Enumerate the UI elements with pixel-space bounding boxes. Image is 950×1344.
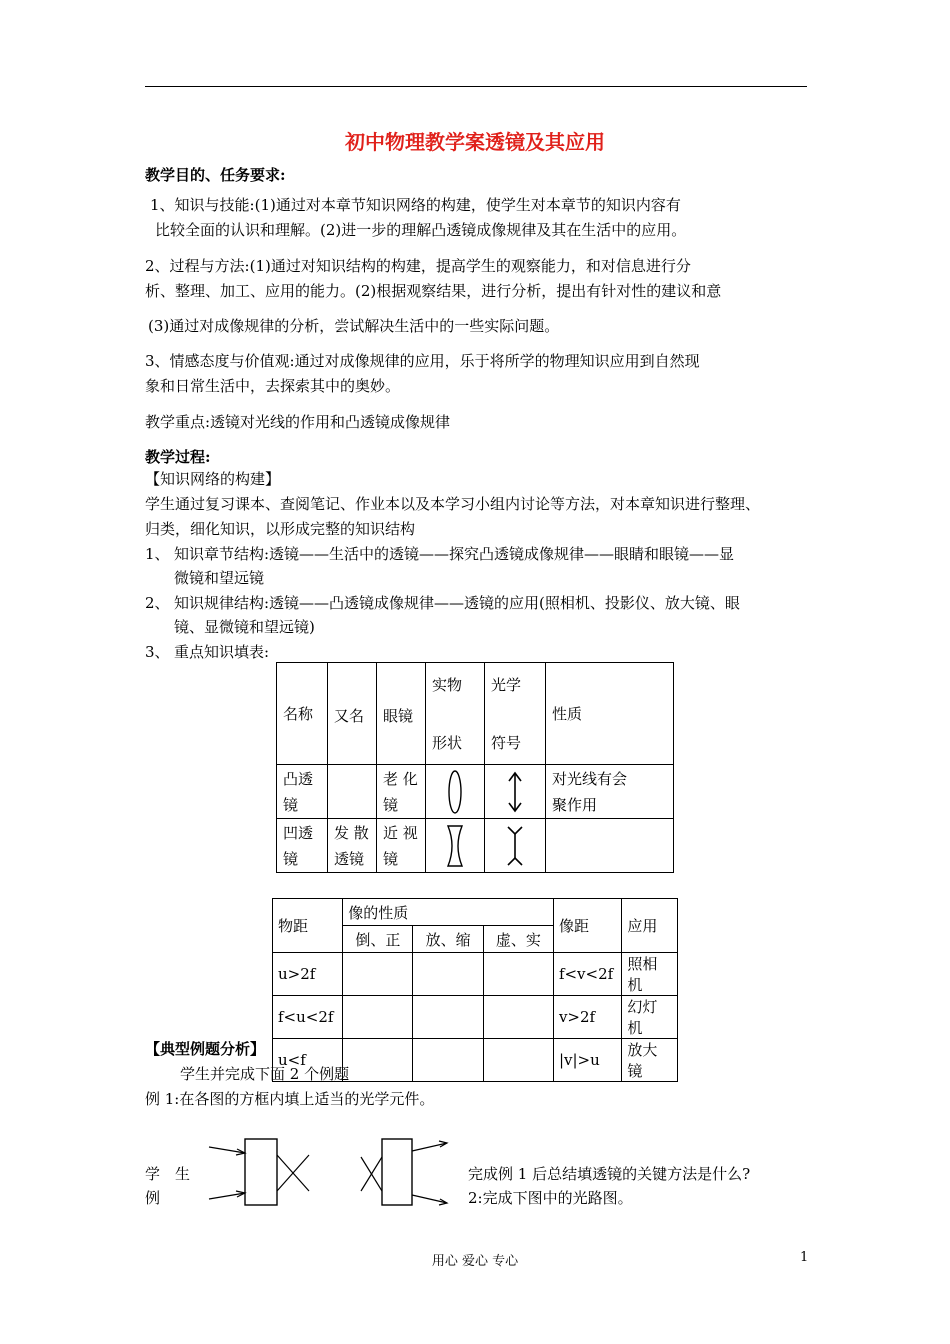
convex-glasses — [377, 765, 426, 819]
goal1-line1: 1、知识与技能:(1)通过对本章节知识网络的构建，使学生对本章节的知识内容有 — [150, 196, 681, 214]
concave-name — [277, 819, 328, 873]
example-figure-2 — [355, 1135, 455, 1210]
section-knowledge-network: 【知识网络的构建】 — [145, 470, 281, 488]
header-application: 应用 — [622, 899, 678, 953]
convex-lens-shape-icon — [426, 765, 485, 819]
item2-num: 2、 — [145, 594, 170, 612]
question-2: 2:完成下图中的光路图。 — [468, 1189, 633, 1207]
lens-table-header — [277, 663, 674, 765]
convex-name — [277, 765, 328, 819]
concave-lens-symbol-icon — [485, 819, 546, 873]
side-label-line2: 例 — [145, 1189, 161, 1207]
goal1-line2: 比较全面的认识和理解。(2)进一步的理解凸透镜成像规律及其在生活中的应用。 — [155, 221, 687, 239]
image-distance-cell: f<v<2f — [553, 953, 621, 996]
reality-cell — [483, 1039, 553, 1082]
intro-line1: 学生通过复习课本、查阅笔记、作业本以及本学习小组内讨论等方法，对本章知识进行整理、 — [145, 495, 761, 513]
item2-line1: 知识规律结构:透镜——凸透镜成像规律——透镜的应用(照相机、投影仪、放大镜、眼 — [174, 594, 740, 612]
concave-name-l1: 凹透 — [283, 823, 314, 842]
section-examples: 【典型例题分析】 — [145, 1040, 266, 1058]
item2-line2: 镜、显微镜和望远镜) — [174, 618, 315, 636]
lens-row-convex — [277, 765, 674, 819]
invert-cell — [343, 996, 413, 1039]
page-number: 1 — [800, 1250, 809, 1265]
header-symbol-top: 光学 — [491, 675, 522, 694]
header-shape — [426, 663, 485, 765]
header-shape-bottom: 形状 — [432, 733, 463, 752]
header-object-distance: 物距 — [273, 899, 343, 953]
application-cell: 幻灯机 — [622, 996, 678, 1039]
convex-property-l2: 聚作用 — [552, 795, 598, 814]
side-label-line1: 学 生 — [145, 1165, 191, 1183]
application-cell: 放大镜 — [622, 1039, 678, 1082]
question-1: 完成例 1 后总结填透镜的关键方法是什么? — [468, 1165, 751, 1183]
example-figure-1 — [205, 1135, 320, 1210]
convex-lens-symbol-icon — [485, 765, 546, 819]
concave-glasses — [377, 819, 426, 873]
scale-cell — [413, 1039, 483, 1082]
convex-property — [546, 765, 674, 819]
header-alias: 又名 — [328, 663, 377, 765]
imaging-row — [273, 996, 678, 1039]
concave-alias — [328, 819, 377, 873]
convex-glasses-l1: 老 化 — [383, 769, 418, 788]
goal3-line2: 象和日常生活中，去探索其中的奥妙。 — [145, 377, 401, 395]
scale-cell — [413, 953, 483, 996]
object-distance-cell: u>2f — [273, 953, 343, 996]
header-rule — [145, 86, 807, 87]
header-image-distance: 像距 — [553, 899, 621, 953]
header-invert: 倒、正 — [343, 926, 413, 953]
concave-glasses-l1: 近 视 — [383, 823, 418, 842]
concave-alias-l1: 发 散 — [334, 823, 369, 842]
reality-cell — [483, 996, 553, 1039]
header-glasses: 眼镜 — [377, 663, 426, 765]
process-heading: 教学过程: — [145, 448, 211, 466]
item1-line2: 微镜和望远镜 — [174, 569, 265, 587]
header-symbol — [485, 663, 546, 765]
footer-center: 用心 爱心 专心 — [431, 1254, 519, 1269]
convex-name-l2: 镜 — [283, 795, 299, 814]
goal2-line1: 2、过程与方法:(1)通过对知识结构的构建，提高学生的观察能力，和对信息进行分 — [145, 257, 691, 275]
header-property: 性质 — [546, 663, 674, 765]
application-cell: 照相机 — [622, 953, 678, 996]
goal2-line3: (3)通过对成像规律的分析，尝试解决生活中的一些实际问题。 — [148, 317, 560, 335]
item1-line1: 知识章节结构:透镜——生活中的透镜——探究凸透镜成像规律——眼睛和眼镜——显 — [174, 545, 735, 563]
header-shape-top: 实物 — [432, 675, 463, 694]
header-reality: 虚、实 — [483, 926, 553, 953]
intro-line2: 归类，细化知识，以形成完整的知识结构 — [145, 520, 416, 538]
goal2-line2: 析、整理、加工、应用的能力。(2)根据观察结果，进行分析，提出有针对性的建议和意 — [145, 282, 722, 300]
invert-cell — [343, 953, 413, 996]
item3-num: 3、 — [145, 643, 170, 661]
object-distance-cell: f<u<2f — [273, 996, 343, 1039]
header-scale: 放、缩 — [413, 926, 483, 953]
convex-property-l1: 对光线有会 — [552, 769, 628, 788]
item1-num: 1、 — [145, 545, 170, 563]
goal3-line1: 3、情感态度与价值观:通过对成像规律的应用，乐于将所学的物理知识应用到自然现 — [145, 352, 700, 370]
imaging-header-row1 — [273, 899, 678, 926]
header-name: 名称 — [277, 663, 328, 765]
object-distance-cell: u<f — [273, 1039, 343, 1082]
concave-property — [546, 819, 674, 873]
header-image-nature: 像的性质 — [343, 899, 554, 926]
concave-alias-l2: 透镜 — [334, 849, 365, 868]
convex-name-l1: 凸透 — [283, 769, 314, 788]
concave-glasses-l2: 镜 — [383, 849, 399, 868]
key-point: 教学重点:透镜对光线的作用和凸透镜成像规律 — [145, 413, 451, 431]
lens-row-concave — [277, 819, 674, 873]
page-title: 初中物理教学案透镜及其应用 — [345, 130, 605, 154]
reality-cell — [483, 953, 553, 996]
scale-cell — [413, 996, 483, 1039]
example1-text: 例 1:在各图的方框内填上适当的光学元件。 — [145, 1090, 435, 1108]
invert-cell — [343, 1039, 413, 1082]
concave-lens-shape-icon — [426, 819, 485, 873]
convex-alias — [328, 765, 377, 819]
header-symbol-bottom: 符号 — [491, 733, 522, 752]
goals-heading: 教学目的、任务要求: — [145, 166, 286, 184]
convex-glasses-l2: 镜 — [383, 795, 399, 814]
imaging-row — [273, 953, 678, 996]
lens-table — [276, 662, 674, 873]
image-distance-cell: v>2f — [553, 996, 621, 1039]
image-distance-cell: |v|>u — [553, 1039, 621, 1082]
examples-intro: 学生并完成下面 2 个例题 — [180, 1065, 350, 1083]
item3-line1: 重点知识填表: — [174, 643, 270, 661]
imaging-table — [272, 898, 678, 1082]
concave-name-l2: 镜 — [283, 849, 299, 868]
